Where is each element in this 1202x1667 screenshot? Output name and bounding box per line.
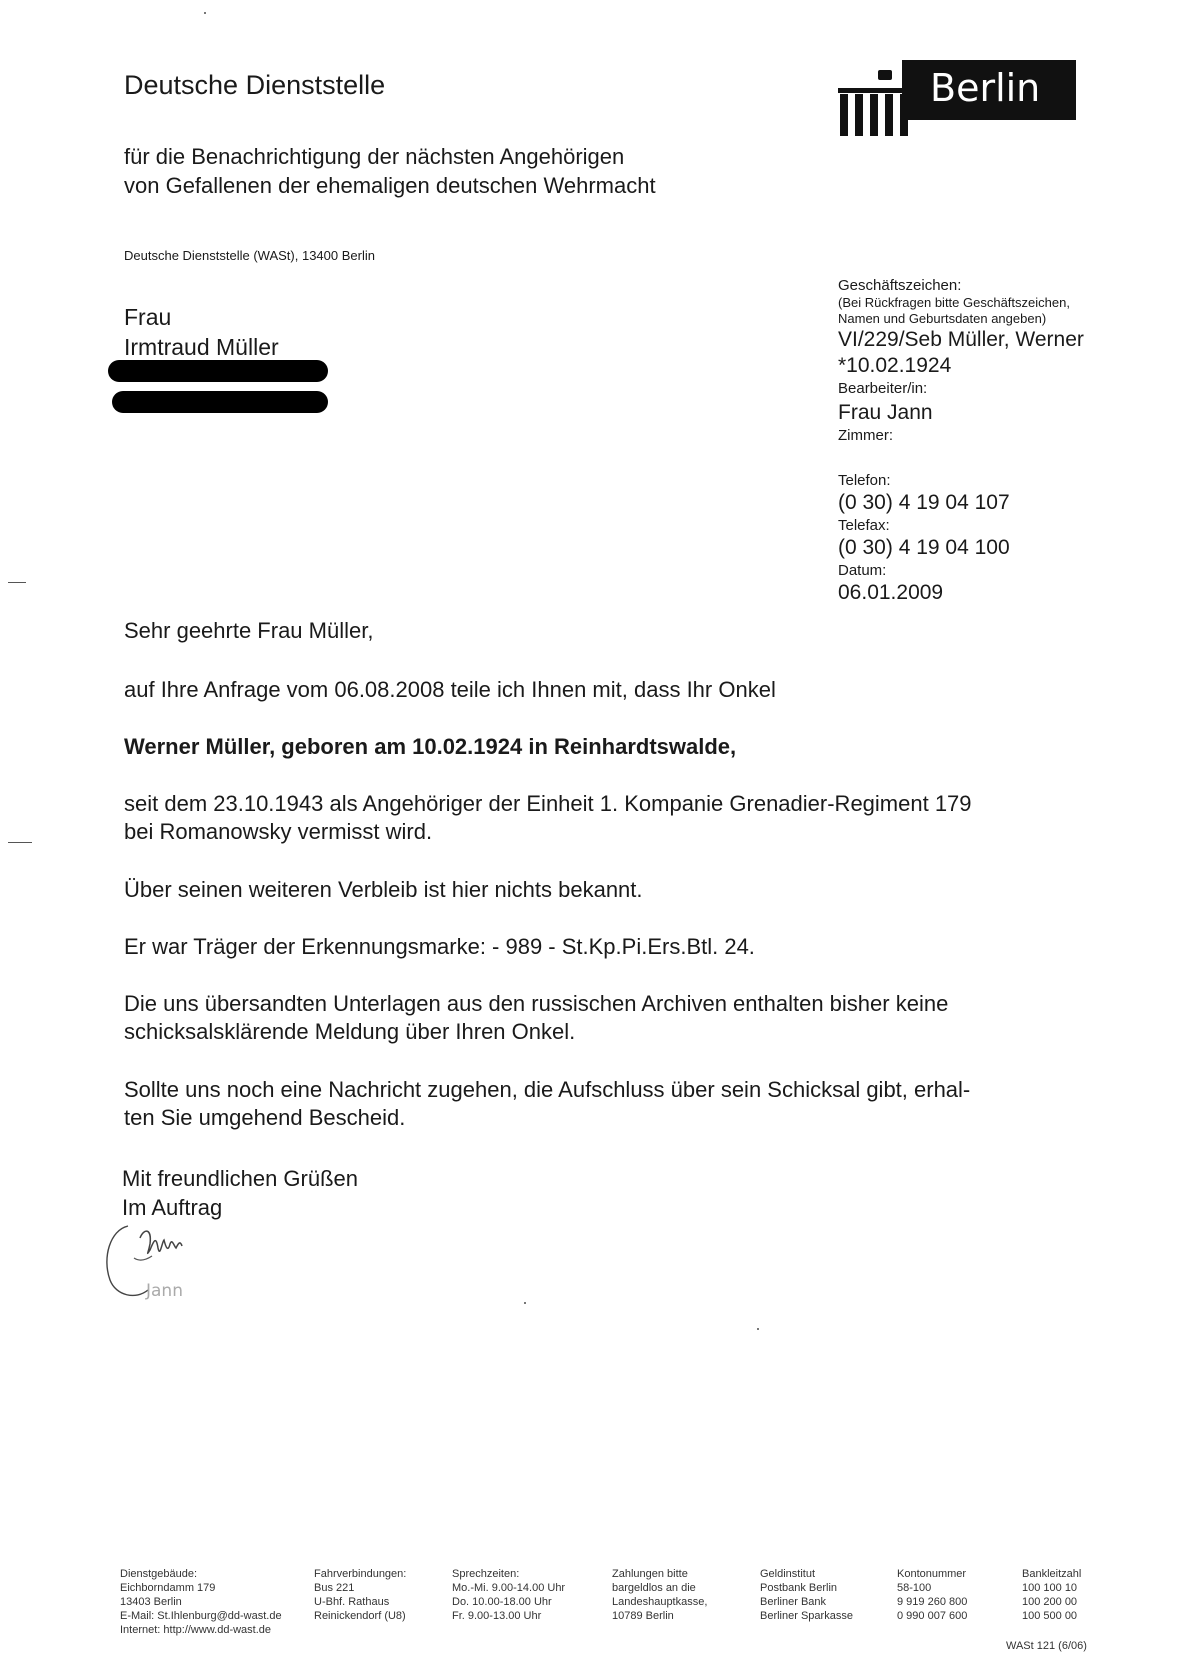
- form-code: WASt 121 (6/06): [1006, 1640, 1087, 1652]
- scan-mark: [8, 582, 26, 583]
- footer-line: Fr. 9.00-13.00 Uhr: [452, 1610, 542, 1622]
- return-address: Deutsche Dienststelle (WASt), 13400 Berlin: [124, 248, 375, 263]
- footer-line: bargeldlos an die: [612, 1582, 696, 1594]
- footer-line: Dienstgebäude:: [120, 1568, 198, 1580]
- logo-bar: [870, 94, 878, 136]
- clerk-value: Frau Jann: [838, 401, 933, 424]
- date-label: Datum:: [838, 562, 887, 579]
- paragraph-person: Werner Müller, geboren am 10.02.1924 in Reinhardtswalde,: [124, 734, 737, 759]
- footer-line: Do. 10.00-18.00 Uhr: [452, 1596, 552, 1608]
- closing-greeting: Mit freundlichen Grüßen: [122, 1166, 358, 1191]
- org-subtitle-line-1: für die Benachrichtigung der nächsten Angehörigen: [124, 144, 625, 169]
- scan-speck: [757, 1328, 759, 1330]
- footer-line: 58-100: [897, 1582, 932, 1594]
- footer-address: [120, 1567, 282, 1637]
- footer-account: [897, 1567, 967, 1623]
- footer-line: U-Bhf. Rathaus: [314, 1596, 390, 1608]
- logo-dot: [878, 70, 892, 80]
- footer-line: Landeshauptkasse,: [612, 1596, 708, 1608]
- footer-line: 10789 Berlin: [612, 1610, 674, 1622]
- footer-line: 100 500 00: [1022, 1610, 1078, 1622]
- footer-line: Berliner Sparkasse: [760, 1610, 853, 1622]
- paragraph-id-tag: Er war Träger der Erkennungsmarke: - 989 - St.Kp.Pi.Ers.Btl. 24.: [124, 934, 755, 959]
- reference-note-2: Namen und Geburtsdaten angeben): [838, 311, 1047, 326]
- org-subtitle: [124, 142, 656, 200]
- reference-value: VI/229/Seb Müller, Werner: [838, 328, 1084, 351]
- date-value: 06.01.2009: [838, 581, 944, 604]
- footer-line: Berliner Bank: [760, 1596, 827, 1608]
- footer-bank-code: [1022, 1567, 1081, 1623]
- scan-mark: [8, 842, 32, 843]
- logo-bar: [885, 94, 893, 136]
- paragraph-notification: [124, 1076, 1114, 1132]
- paragraph-whereabouts: Über seinen weiteren Verbleib ist hier nichts bekannt.: [124, 877, 643, 902]
- clerk-label: Bearbeiter/in:: [838, 380, 928, 397]
- paragraph-line: ten Sie umgehend Bescheid.: [124, 1105, 406, 1130]
- paragraph-archives: [124, 990, 1114, 1046]
- footer-line: Bankleitzahl: [1022, 1568, 1082, 1580]
- footer-transport: [314, 1567, 406, 1623]
- room-label: Zimmer:: [838, 427, 893, 444]
- paragraph-line: Sollte uns noch eine Nachricht zugehen, die Aufschluss über sein Schicksal gibt, erhal-: [124, 1077, 971, 1102]
- closing-on-behalf: Im Auftrag: [122, 1195, 223, 1220]
- birth-date-value: *10.02.1924: [838, 354, 952, 377]
- paragraph-line: Die uns übersandten Unterlagen aus den russischen Archiven enthalten bisher keine: [124, 991, 949, 1016]
- footer-line: 13403 Berlin: [120, 1596, 182, 1608]
- fax-label: Telefax:: [838, 517, 890, 534]
- footer-payments: [612, 1567, 707, 1623]
- paragraph-line: bei Romanowsky vermisst wird.: [124, 819, 433, 844]
- logo-bar: [840, 94, 848, 136]
- fax-value: (0 30) 4 19 04 100: [838, 536, 1010, 559]
- berlin-logo: [838, 60, 1076, 136]
- footer-line: Kontonummer: [897, 1568, 967, 1580]
- footer-bank: [760, 1567, 853, 1623]
- footer-line: E-Mail: St.Ihlenburg@dd-wast.de: [120, 1610, 282, 1622]
- logo-bar: [855, 94, 863, 136]
- recipient-block: [124, 302, 279, 362]
- paragraph-line: schicksalsklärende Meldung über Ihren Onkel.: [124, 1019, 576, 1044]
- closing: [122, 1164, 358, 1222]
- recipient-name: Irmtraud Müller: [124, 334, 279, 360]
- footer-line: Reinickendorf (U8): [314, 1610, 406, 1622]
- org-title: Deutsche Dienststelle: [124, 70, 386, 100]
- footer-line: Internet: http://www.dd-wast.de: [120, 1624, 272, 1636]
- footer-line: Eichborndamm 179: [120, 1582, 216, 1594]
- redaction-bar: [108, 360, 328, 382]
- logo-text: Berlin: [930, 66, 1041, 110]
- reference-block: [838, 276, 1168, 606]
- scan-speck: [204, 12, 206, 14]
- phone-value: (0 30) 4 19 04 107: [838, 491, 1010, 514]
- footer-line: 9 919 260 800: [897, 1596, 968, 1608]
- footer-line: Sprechzeiten:: [452, 1568, 520, 1580]
- footer-line: Bus 221: [314, 1582, 355, 1594]
- reference-label: Geschäftszeichen:: [838, 277, 962, 294]
- footer-line: Mo.-Mi. 9.00-14.00 Uhr: [452, 1582, 566, 1594]
- letter-salutation: Sehr geehrte Frau Müller,: [124, 618, 374, 643]
- paragraph-line: seit dem 23.10.1943 als Angehöriger der Einheit 1. Kompanie Grenadier-Regiment 179: [124, 791, 972, 816]
- recipient-title: Frau: [124, 304, 172, 330]
- paragraph-inquiry: auf Ihre Anfrage vom 06.08.2008 teile ich Ihnen mit, dass Ihr Onkel: [124, 677, 776, 702]
- footer-line: 100 100 10: [1022, 1582, 1078, 1594]
- footer-line: 0 990 007 600: [897, 1610, 968, 1622]
- footer-line: Fahrverbindungen:: [314, 1568, 407, 1580]
- scan-speck: [524, 1302, 526, 1304]
- reference-note-1: (Bei Rückfragen bitte Geschäftszeichen,: [838, 295, 1070, 310]
- redaction-bar: [112, 391, 328, 413]
- footer-line: Geldinstitut: [760, 1568, 816, 1580]
- logo-line: [838, 88, 902, 93]
- phone-label: Telefon:: [838, 472, 891, 489]
- signature-name-stamp: Jann: [146, 1281, 183, 1301]
- org-subtitle-line-2: von Gefallenen der ehemaligen deutschen Wehrmacht: [124, 173, 656, 198]
- footer-line: Postbank Berlin: [760, 1582, 838, 1594]
- paragraph-missing: [124, 790, 1114, 846]
- footer-office-hours: [452, 1567, 565, 1623]
- footer-line: Zahlungen bitte: [612, 1568, 688, 1580]
- handwritten-signature: [100, 1218, 240, 1308]
- footer-line: 100 200 00: [1022, 1596, 1078, 1608]
